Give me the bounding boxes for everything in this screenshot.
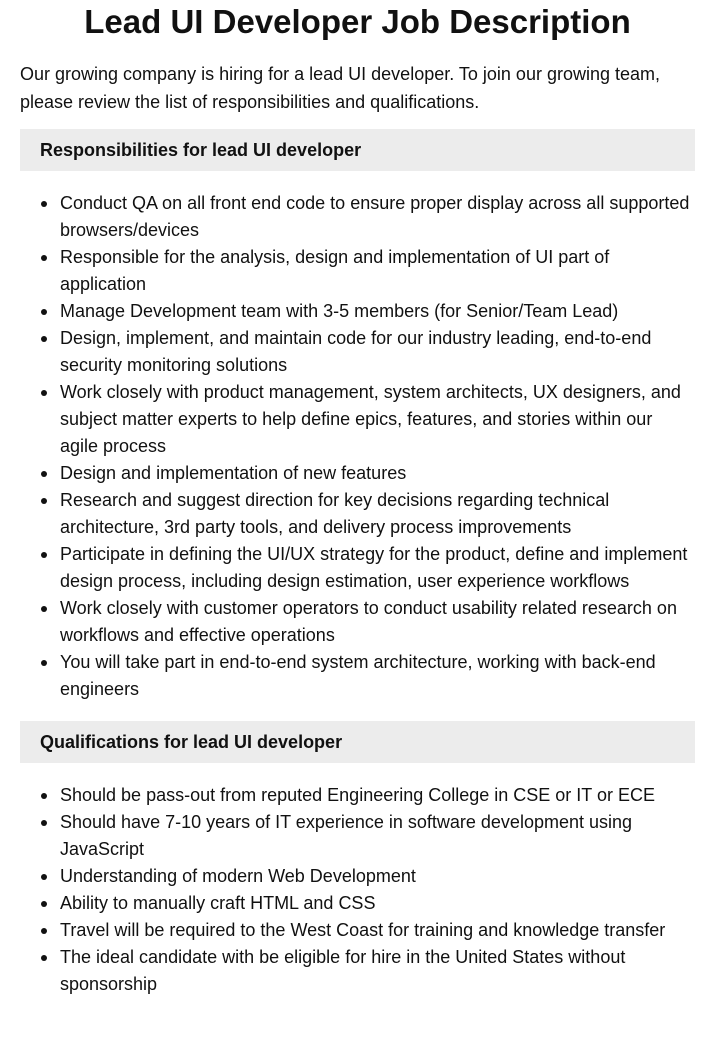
list-item: Ability to manually craft HTML and CSS [60,890,695,917]
list-item: Understanding of modern Web Development [60,863,695,890]
page-title: Lead UI Developer Job Description [84,3,631,40]
list-item: Should have 7-10 years of IT experience in software development using JavaScript [60,809,695,863]
list-item: Research and suggest direction for key decisions regarding technical architecture, 3rd party tools, and delivery process improvements [60,487,695,541]
list-item: Design, implement, and maintain code for our industry leading, end-to-end security monitoring solutions [60,325,695,379]
responsibilities-heading: Responsibilities for lead UI developer [20,129,695,171]
list-item: Design and implementation of new features [60,460,695,487]
qualifications-heading: Qualifications for lead UI developer [20,721,695,763]
list-item: Travel will be required to the West Coast for training and knowledge transfer [60,917,695,944]
list-item: The ideal candidate with be eligible for hire in the United States without sponsorship [60,944,695,998]
responsibilities-list [20,190,695,703]
list-item: Should be pass-out from reputed Engineering College in CSE or IT or ECE [60,782,695,809]
qualifications-list [20,782,695,998]
list-item: You will take part in end-to-end system architecture, working with back-end engineers [60,649,695,703]
list-item: Participate in defining the UI/UX strategy for the product, define and implement design process, including design estimation, user experience workflows [60,541,695,595]
list-item: Work closely with customer operators to conduct usability related research on workflows and effective operations [60,595,695,649]
list-item: Manage Development team with 3-5 members (for Senior/Team Lead) [60,298,695,325]
list-item: Conduct QA on all front end code to ensure proper display across all supported browsers/devices [60,190,695,244]
intro-paragraph: Our growing company is hiring for a lead UI developer. To join our growing team, please review the list of responsibilities and qualifications. [20,64,661,112]
list-item: Responsible for the analysis, design and implementation of UI part of application [60,244,695,298]
list-item: Work closely with product management, system architects, UX designers, and subject matter experts to help define epics, features, and stories within our agile process [60,379,695,460]
